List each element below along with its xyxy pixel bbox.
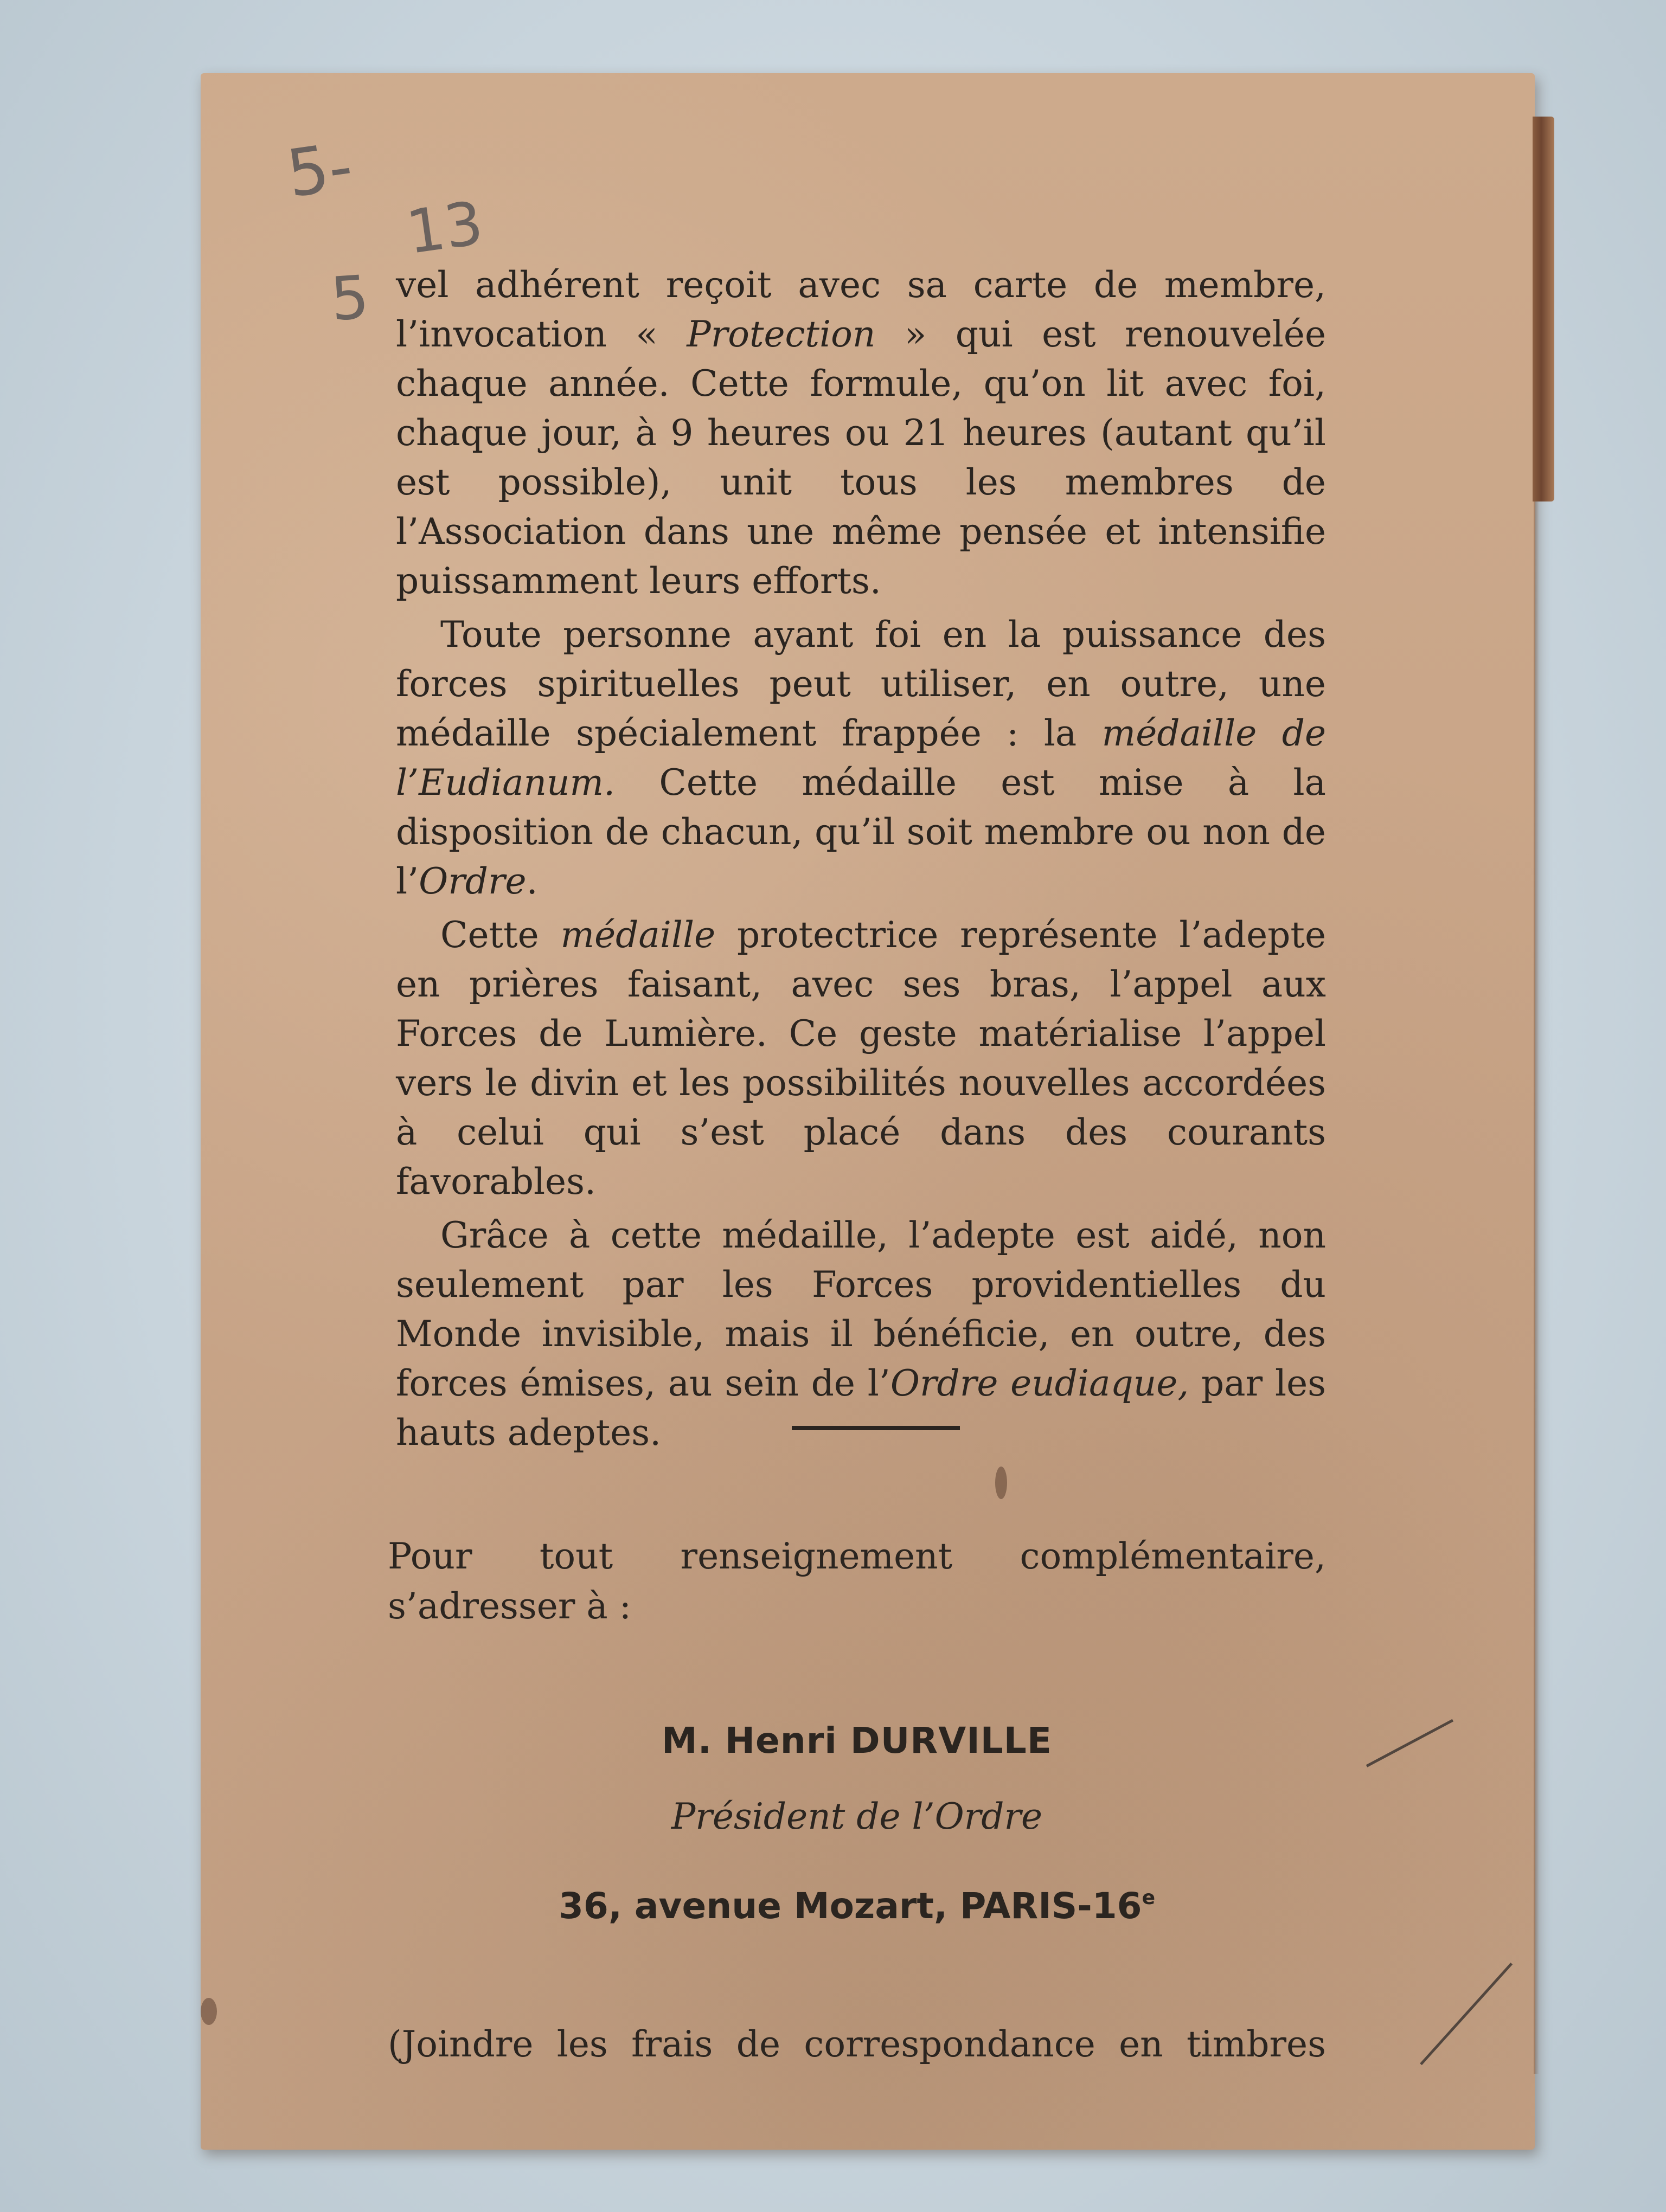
italic-text: médaille	[560, 914, 716, 956]
text-run: .	[526, 860, 538, 902]
body-text	[396, 260, 1326, 1462]
stain	[995, 1467, 1007, 1499]
contact-lead-word: Pour	[388, 1535, 472, 1577]
pencil-note-b: 13	[402, 188, 488, 268]
postage-note	[388, 2020, 1326, 2069]
book-back-cover	[201, 73, 1535, 2150]
paragraph	[396, 610, 1326, 906]
stain	[201, 1998, 217, 2025]
contact-lead-word: complémentaire,	[1020, 1535, 1326, 1577]
note-word: frais	[631, 2023, 713, 2065]
pencil-stroke	[1366, 1719, 1453, 1767]
contact-section	[388, 1532, 1326, 2065]
pencil-stroke	[1420, 1963, 1513, 2065]
contact-lead-word: renseignement	[680, 1535, 953, 1577]
italic-text: Ordre eudiaque,	[890, 1362, 1189, 1404]
text-run: vel adhérent reçoit avec sa carte de membre, l’invocation «	[396, 264, 1326, 355]
pencil-note-c: 5	[328, 262, 371, 335]
contact-lead	[388, 1532, 1326, 1631]
address-superscript: e	[1142, 1887, 1155, 1909]
text-run: Cette	[440, 914, 561, 956]
divider-rule	[792, 1426, 960, 1430]
paragraph	[396, 910, 1326, 1206]
spine-binding	[1533, 117, 1554, 501]
text-run: Cette médaille est mise à la disposition de chacun, qu’il soit membre ou non de l’	[396, 762, 1326, 902]
note-word: timbres	[1187, 2023, 1326, 2065]
italic-text: médaille de l’Eudianum.	[396, 712, 1326, 803]
paragraph	[396, 260, 1326, 606]
contact-address	[388, 1873, 1326, 1931]
text-run: Toute personne ayant foi en la puissance des forces spirituelles peut utiliser, en outre, une médaille spécialement frappée : la	[396, 614, 1326, 754]
contact-lead-line-1	[388, 1532, 1326, 1581]
contact-role: Président de l’Ordre	[671, 1796, 1043, 1837]
text-run: » qui est renouvelée chaque année. Cette formule, qu’on lit avec foi, chaque jour, à 9 heures ou 21 heures (autant qu’il est possible), unit tous les membres de l’Association dans une même pensée et intensifie puissamment leurs efforts.	[396, 313, 1326, 602]
note-word: correspondance	[804, 2023, 1095, 2065]
text-run: par les hauts adeptes.	[396, 1362, 1327, 1454]
contact-name: M. Henri DURVILLE	[662, 1720, 1052, 1761]
note-word: en	[1119, 2023, 1163, 2065]
page-edge	[1534, 501, 1539, 2074]
paragraph	[396, 1211, 1326, 1457]
contact-lead-word: tout	[539, 1535, 613, 1577]
note-word: de	[736, 2023, 781, 2065]
address-text: 36, avenue Mozart, PARIS-16	[558, 1885, 1142, 1927]
italic-text: Ordre	[419, 860, 527, 902]
text-run: Grâce à cette médaille, l’adepte est aidé, non seulement par les Forces providentielles du Monde invisible, mais il bénéficie, en outre, des forces émises, au sein de l’	[396, 1214, 1326, 1404]
contact-lead-line-2: s’adresser à :	[388, 1585, 631, 1627]
italic-text: Protection	[687, 313, 876, 355]
note-word: (Joindre	[388, 2023, 534, 2065]
note-word: les	[556, 2023, 608, 2065]
text-run: protectrice représente l’adepte en prières faisant, avec ses bras, l’appel aux Forces de Lumière. Ce geste matérialise l’appel vers le divin et les possibilités nouvelles accordées à celui qui s’est placé dans des courants favorables.	[396, 914, 1327, 1203]
pencil-note-a: 5-	[282, 128, 357, 213]
